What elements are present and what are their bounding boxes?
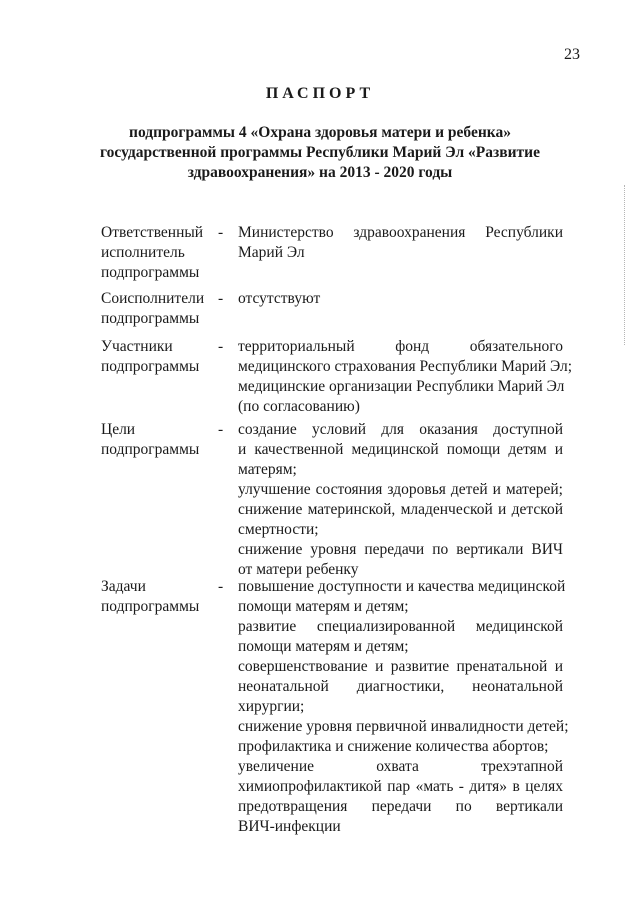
content-line: (по согласованию) <box>238 398 360 415</box>
label-line: подпрограммы <box>101 358 200 375</box>
content-line: неонатальной диагностики, неонатальной <box>238 678 563 695</box>
label-line: подпрограммы <box>101 310 200 327</box>
content-line: и качественной медицинской помощи детям и <box>238 441 563 458</box>
content-line: медицинского страхования Республики Марий Эл; <box>238 358 573 375</box>
content-line: помощи матерям и детям; <box>238 598 409 615</box>
content-line: матерям; <box>238 461 297 478</box>
content-line: химиопрофилактикой пар «мать - дитя» в целях <box>238 778 563 795</box>
content-line: снижение материнской, младенческой и детской <box>238 501 563 518</box>
label-line: подпрограммы <box>101 441 200 458</box>
content-line: Марий Эл <box>238 244 305 261</box>
content-line: помощи матерям и детям; <box>238 638 409 655</box>
label-line: исполнитель <box>101 244 185 261</box>
label-line: Задачи <box>101 578 146 595</box>
section-content <box>238 420 563 580</box>
scan-margin-marks <box>624 185 626 345</box>
section-content <box>238 223 563 263</box>
content-line: профилактика и снижение количества абортов; <box>238 738 549 755</box>
section-dash: - <box>218 290 224 307</box>
content-line: увеличение охвата трехэтапной <box>238 758 563 775</box>
label-line: Соисполнители <box>101 290 205 307</box>
section-dash: - <box>218 338 224 355</box>
section-label <box>101 289 224 329</box>
subtitle-line: здравоохранения» на 2013 - 2020 годы <box>187 164 453 181</box>
content-line: отсутствуют <box>238 290 321 307</box>
section-dash: - <box>218 421 224 438</box>
content-line: предотвращения передачи по вертикали <box>238 798 563 815</box>
label-line: подпрограммы <box>101 598 200 615</box>
content-line: повышение доступности и качества медицинской <box>238 578 566 595</box>
section-label <box>101 223 224 283</box>
section-content <box>238 337 573 417</box>
content-line: ВИЧ-инфекции <box>238 818 341 835</box>
content-line: смертности; <box>238 521 319 538</box>
label-line: Ответственный <box>101 224 204 241</box>
content-line: территориальный фонд обязательного <box>238 338 563 355</box>
section-dash: - <box>218 578 224 595</box>
page-number: 23 <box>564 46 580 63</box>
section-label <box>101 420 224 460</box>
content-line: совершенствование и развитие пренатальной и <box>238 658 563 675</box>
content-line: развитие специализированной медицинской <box>238 618 563 635</box>
content-line: снижение уровня передачи по вертикали ВИЧ <box>238 541 563 558</box>
content-line: Министерство здравоохранения Республики <box>238 224 563 241</box>
content-line: медицинские организации Республики Марий Эл <box>238 378 565 395</box>
label-line: Цели <box>101 421 136 438</box>
content-line: создание условий для оказания доступной <box>238 421 563 438</box>
subtitle-line: государственной программы Республики Марий Эл «Развитие <box>100 144 540 161</box>
content-line: улучшение состояния здоровья детей и матерей; <box>238 481 563 498</box>
section-content <box>238 289 563 309</box>
label-line: Участники <box>101 338 173 355</box>
document-subtitle <box>100 123 540 183</box>
content-line: от матери ребенку <box>238 561 359 578</box>
section-content <box>238 577 569 837</box>
section-label <box>101 337 224 377</box>
document-title: ПАСПОРТ <box>265 85 375 102</box>
label-line: подпрограммы <box>101 264 200 281</box>
section-dash: - <box>218 224 224 241</box>
section-label <box>101 577 224 617</box>
content-line: снижение уровня первичной инвалидности детей; <box>238 718 569 735</box>
content-line: хирургии; <box>238 698 305 715</box>
subtitle-line: подпрограммы 4 «Охрана здоровья матери и ребенка» <box>129 124 511 141</box>
